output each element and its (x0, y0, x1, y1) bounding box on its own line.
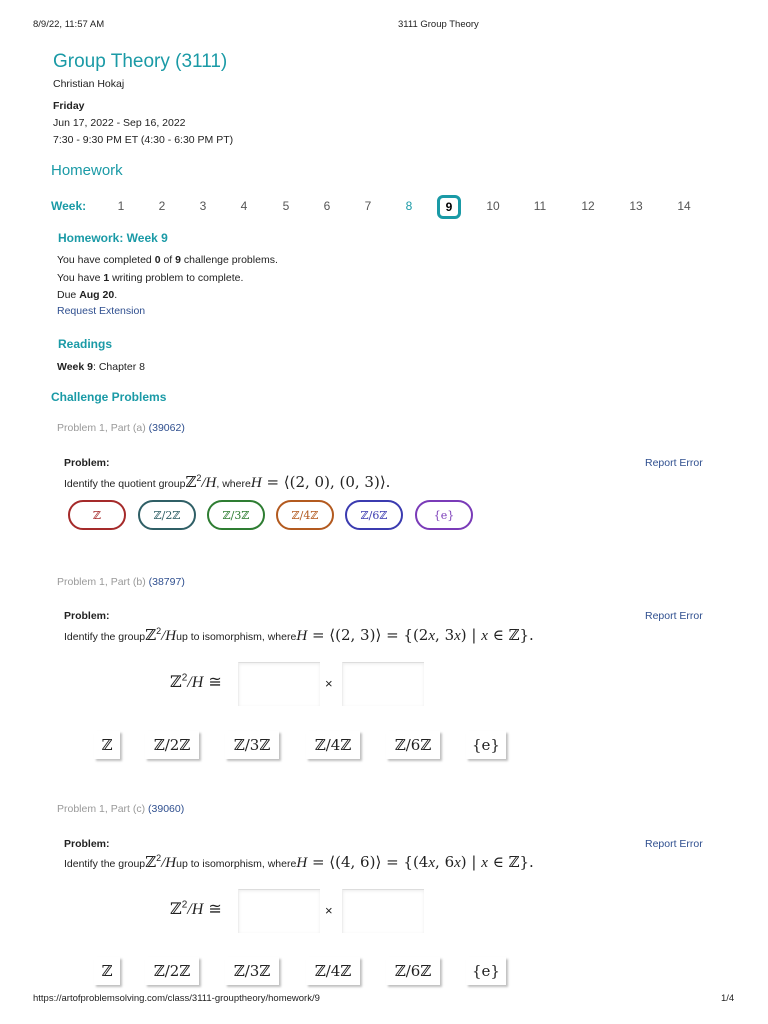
answer-slot-c-2[interactable] (342, 889, 424, 933)
tile-c-trivial[interactable]: {e} (466, 957, 506, 985)
problem-c-heading: Problem: (64, 838, 110, 850)
print-datetime: 8/9/22, 11:57 AM (33, 19, 105, 30)
tile-c-z-mod-6[interactable]: ℤ/6ℤ (386, 957, 440, 985)
problem-c-text: Identify the group ℤ$^2$/H up to isomorphism, where H = ⟨(4, 6)⟩ = {(4x, 6x) | x ∈ ℤ}. (64, 853, 534, 871)
week-link-4[interactable]: 4 (240, 199, 248, 213)
tile-c-z-mod-2[interactable]: ℤ/2ℤ (145, 957, 199, 985)
print-footer-url: https://artofproblemsolving.com/class/3111-grouptheory/homework/9 (33, 993, 320, 1004)
choice-trivial[interactable]: {e} (415, 500, 473, 530)
week-link-9-current[interactable]: 9 (437, 195, 461, 219)
choice-z-mod-6[interactable]: ℤ/6ℤ (345, 500, 403, 530)
problem-a-text: Identify the quotient group ℤ$^2$/H , where H = ⟨(2, 0), (0, 3)⟩. (64, 473, 391, 491)
choice-z-mod-3[interactable]: ℤ/3ℤ (207, 500, 265, 530)
answer-slot-b-2[interactable] (342, 662, 424, 706)
week-link-8[interactable]: 8 (405, 199, 413, 213)
challenge-heading: Challenge Problems (51, 390, 167, 404)
problem-b-subgroup-expr: H = ⟨(2, 3)⟩ = {(2x, 3x) | x ∈ ℤ}. (296, 626, 534, 644)
problem-b-text: Identify the group ℤ$^2$/H up to isomorphism, where H = ⟨(2, 3)⟩ = {(2x, 3x) | x ∈ ℤ}. (64, 626, 534, 644)
print-footer-page: 1/4 (721, 993, 735, 1004)
answer-slot-b-1[interactable] (238, 662, 320, 706)
report-error-b[interactable]: Report Error (645, 610, 703, 622)
choice-z-mod-2[interactable]: ℤ/2ℤ (138, 500, 196, 530)
choice-z-mod-4[interactable]: ℤ/4ℤ (276, 500, 334, 530)
week-link-14[interactable]: 14 (677, 199, 691, 213)
week-link-11[interactable]: 11 (533, 199, 547, 213)
due-date: Due Aug 20. (57, 289, 118, 301)
readings-heading: Readings (58, 337, 113, 351)
tile-b-z-mod-3[interactable]: ℤ/3ℤ (225, 731, 279, 759)
writing-status: You have 1 writing problem to complete. (57, 272, 244, 284)
answer-slot-c-1[interactable] (238, 889, 320, 933)
week-link-3[interactable]: 3 (199, 199, 207, 213)
completed-status: You have completed 0 of 9 challenge problems. (57, 254, 278, 266)
choice-z[interactable]: ℤ (68, 500, 126, 530)
problem-b-heading: Problem: (64, 610, 110, 622)
problem-b-iso-expr: ℤ$^2$/H ≅ (170, 672, 222, 691)
class-time: 7:30 - 9:30 PM ET (4:30 - 6:30 PM PT) (53, 134, 234, 146)
reading-assignment: Week 9: Chapter 8 (57, 361, 145, 373)
problem-a-label: Problem 1, Part (a) (39062) (57, 422, 185, 434)
week-link-13[interactable]: 13 (629, 199, 643, 213)
report-error-a[interactable]: Report Error (645, 457, 703, 469)
week-link-12[interactable]: 12 (581, 199, 595, 213)
homework-heading: Homework (51, 162, 123, 179)
tile-c-z-mod-4[interactable]: ℤ/4ℤ (306, 957, 360, 985)
print-page-title: 3111 Group Theory (398, 19, 479, 30)
problem-b-label: Problem 1, Part (b) (38797) (57, 576, 185, 588)
problem-c-subgroup-expr: H = ⟨(4, 6)⟩ = {(4x, 6x) | x ∈ ℤ}. (296, 853, 534, 871)
class-dates: Jun 17, 2022 - Sep 16, 2022 (53, 117, 186, 129)
times-symbol-b: × (325, 676, 333, 691)
tile-b-z-mod-2[interactable]: ℤ/2ℤ (145, 731, 199, 759)
week-link-7[interactable]: 7 (364, 199, 372, 213)
instructor-name: Christian Hokaj (53, 78, 125, 90)
problem-a-heading: Problem: (64, 457, 110, 469)
problem-a-subgroup-expr: H = ⟨(2, 0), (0, 3)⟩. (250, 473, 391, 491)
tile-b-z-mod-4[interactable]: ℤ/4ℤ (306, 731, 360, 759)
tile-b-z-mod-6[interactable]: ℤ/6ℤ (386, 731, 440, 759)
tile-c-z[interactable]: ℤ (94, 957, 120, 985)
week-link-2[interactable]: 2 (158, 199, 166, 213)
times-symbol-c: × (325, 903, 333, 918)
tile-b-z[interactable]: ℤ (94, 731, 120, 759)
problem-a-group-expr: ℤ$^2$/H (185, 473, 217, 491)
problem-c-label: Problem 1, Part (c) (39060) (57, 803, 185, 815)
week-label: Week: (51, 199, 87, 213)
week-link-6[interactable]: 6 (323, 199, 331, 213)
course-title: Group Theory (3111) (53, 51, 228, 72)
problem-c-group-expr: ℤ$^2$/H (145, 853, 177, 871)
week-link-1[interactable]: 1 (117, 199, 125, 213)
week-link-10[interactable]: 10 (486, 199, 500, 213)
homework-week-title: Homework: Week 9 (58, 231, 168, 245)
tile-c-z-mod-3[interactable]: ℤ/3ℤ (225, 957, 279, 985)
problem-c-iso-expr: ℤ$^2$/H ≅ (170, 899, 222, 918)
tile-b-trivial[interactable]: {e} (466, 731, 506, 759)
class-day: Friday (53, 100, 85, 112)
problem-b-group-expr: ℤ$^2$/H (145, 626, 177, 644)
report-error-c[interactable]: Report Error (645, 838, 703, 850)
week-link-5[interactable]: 5 (282, 199, 290, 213)
request-extension-link[interactable]: Request Extension (57, 305, 146, 317)
